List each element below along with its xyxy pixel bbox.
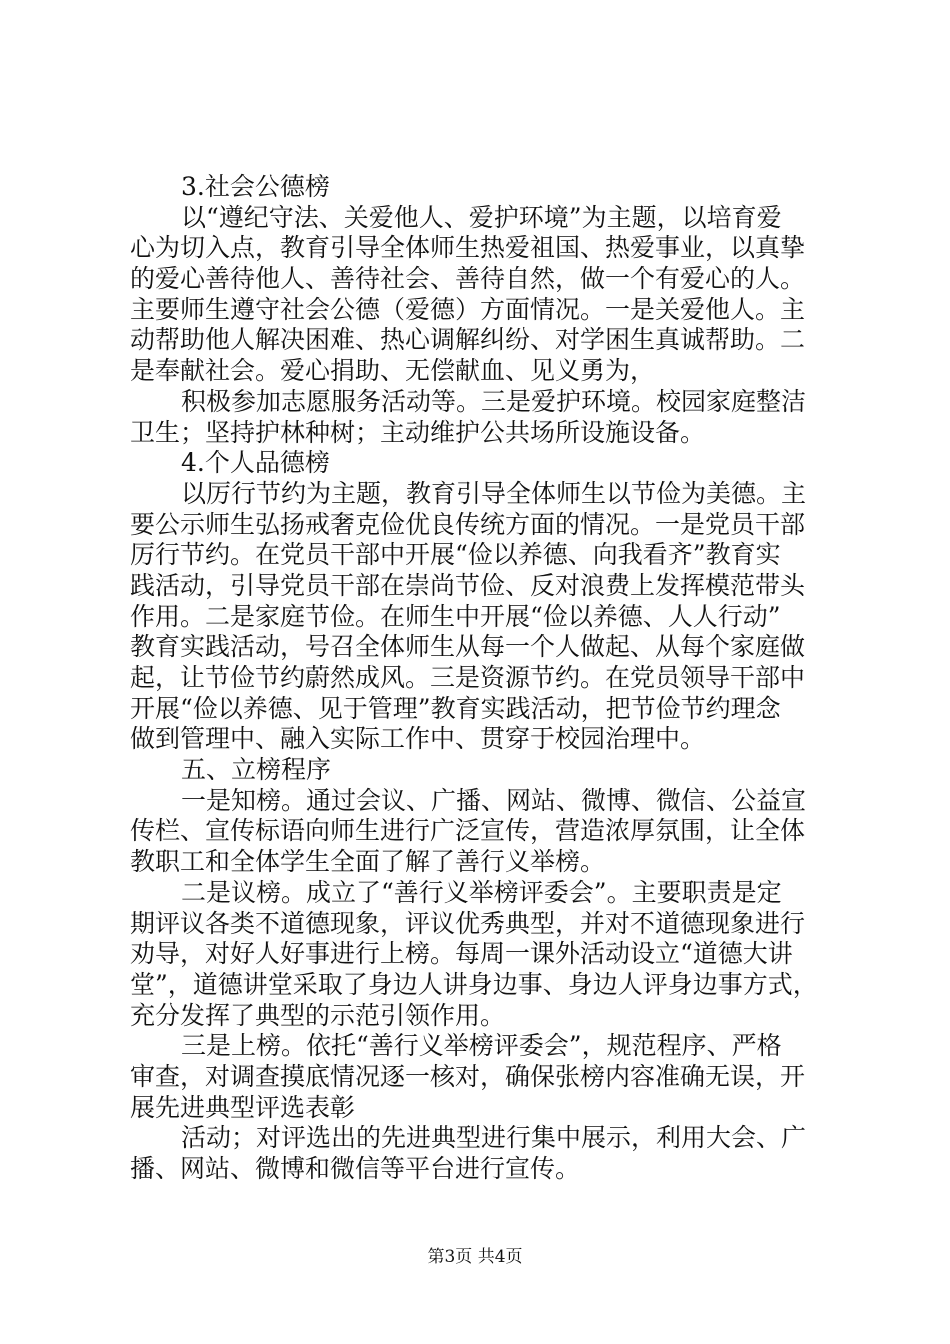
- paragraph-line: 积极参加志愿服务活动等。三是爱护环境。校园家庭整洁: [181, 387, 807, 416]
- paragraph-line: 以“遵纪守法、关爱他人、爱护环境”为主题，以培育爱: [181, 203, 782, 232]
- paragraph-line: 起，让节俭节约蔚然成风。三是资源节约。在党员领导干部中: [130, 663, 806, 692]
- paragraph-line: 做到管理中、融入实际工作中、贯穿于校园治理中。: [130, 724, 706, 753]
- paragraph-line: 卫生；坚持护林种树；主动维护公共场所设施设备。: [130, 418, 706, 447]
- paragraph-line: 审查，对调查摸底情况逐一核对，确保张榜内容准确无误，开: [130, 1062, 806, 1091]
- section-heading: 4.个人品德榜: [181, 448, 330, 477]
- paragraph-line: 是奉献社会。爱心捐助、无偿献血、见义勇为，: [130, 356, 656, 385]
- paragraph-line: 一是知榜。通过会议、广播、网站、微博、微信、公益宣: [181, 786, 807, 815]
- section-heading: 3.社会公德榜: [181, 172, 330, 201]
- paragraph-line: 教育实践活动，号召全体师生从每一个人做起、从每个家庭做: [130, 632, 806, 661]
- paragraph-line: 堂”，道德讲堂采取了身边人讲身边事、身边人评身边事方式，: [130, 970, 818, 999]
- paragraph-line: 厉行节约。在党员干部中开展“俭以养德、向我看齐”教育实: [130, 540, 781, 569]
- paragraph-line: 传栏、宣传标语向师生进行广泛宣传，营造浓厚氛围，让全体: [130, 816, 806, 845]
- paragraph-line: 作用。二是家庭节俭。在师生中开展“俭以养德、人人行动”: [130, 602, 781, 631]
- paragraph-line: 充分发挥了典型的示范引领作用。: [130, 1001, 506, 1030]
- paragraph-line: 劝导，对好人好事进行上榜。每周一课外活动设立“道德大讲: [130, 939, 793, 968]
- paragraph-line: 主要师生遵守社会公德（爱德）方面情况。一是关爱他人。主: [130, 295, 806, 324]
- paragraph-line: 要公示师生弘扬戒奢克俭优良传统方面的情况。一是党员干部: [130, 510, 806, 539]
- paragraph-line: 播、网站、微博和微信等平台进行宣传。: [130, 1154, 581, 1183]
- paragraph-line: 动帮助他人解决困难、热心调解纠纷、对学困生真诚帮助。二: [130, 325, 806, 354]
- section-heading: 五、立榜程序: [181, 755, 332, 784]
- paragraph-line: 心为切入点，教育引导全体师生热爱祖国、热爱事业，以真挚: [130, 233, 806, 262]
- paragraph-line: 期评议各类不道德现象，评议优秀典型，并对不道德现象进行: [130, 909, 806, 938]
- paragraph-line: 开展“俭以养德、见于管理”教育实践活动，把节俭节约理念: [130, 694, 781, 723]
- paragraph-line: 教职工和全体学生全面了解了善行义举榜。: [130, 847, 606, 876]
- paragraph-line: 以厉行节约为主题，教育引导全体师生以节俭为美德。主: [181, 479, 807, 508]
- page-footer: 第3页 共4页: [427, 1247, 523, 1267]
- paragraph-line: 践活动，引导党员干部在崇尚节俭、反对浪费上发挥模范带头: [130, 571, 806, 600]
- paragraph-line: 活动；对评选出的先进典型进行集中展示，利用大会、广: [181, 1123, 807, 1152]
- paragraph-line: 二是议榜。成立了“善行义举榜评委会”。主要职责是定: [181, 878, 782, 907]
- paragraph-line: 展先进典型评选表彰: [130, 1093, 356, 1122]
- paragraph-line: 的爱心善待他人、善待社会、善待自然，做一个有爱心的人。: [130, 264, 806, 293]
- paragraph-line: 三是上榜。依托“善行义举榜评委会”，规范程序、严格: [181, 1031, 782, 1060]
